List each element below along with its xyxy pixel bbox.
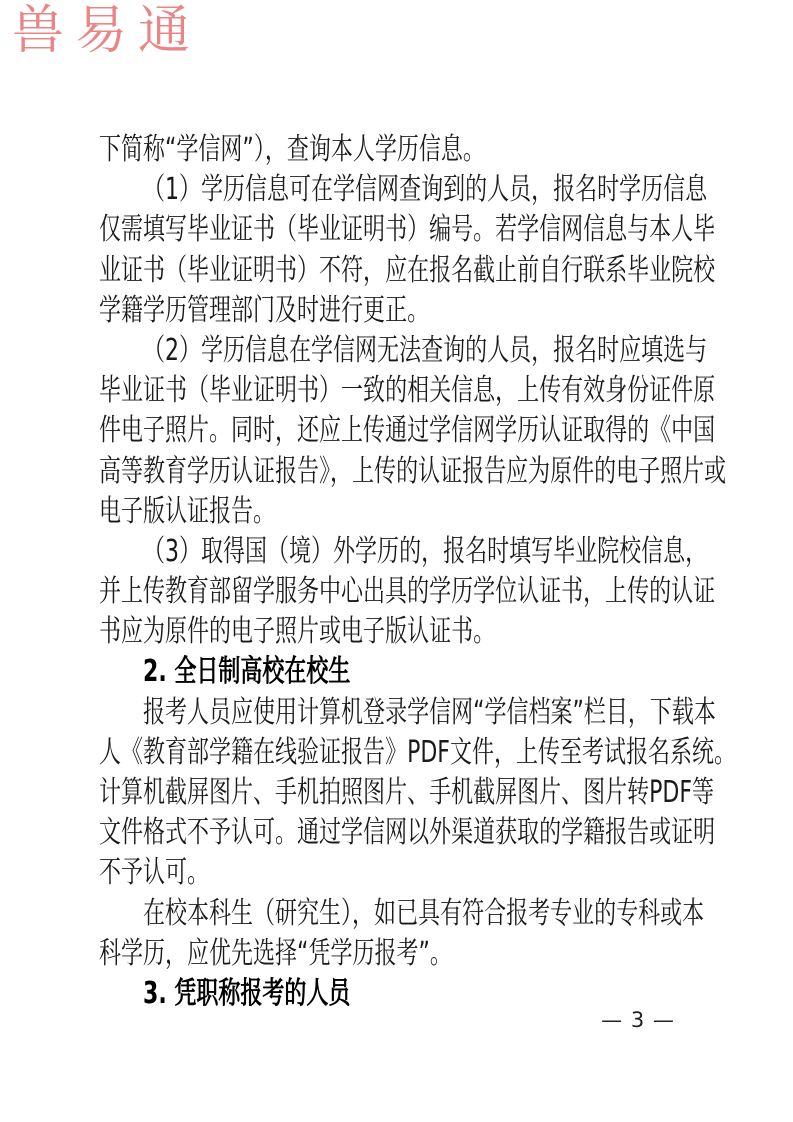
page-number: — 3 — [601,1008,675,1032]
text-line: 毕业证书（毕业证明书）一致的相关信息，上传有效身份证件原 [99,373,716,409]
text-line: （2）学历信息在学信网无法查询的人员，报名时应填选与 [143,332,708,368]
text-line: 件电子照片。同时，还应上传通过学信网学历认证取得的《中国 [99,413,716,449]
text-line: （1）学历信息可在学信网查询到的人员，报名时学历信息 [143,172,708,208]
text-line: 仅需填写毕业证书（毕业证明书）编号。若学信网信息与本人毕 [99,212,716,248]
text-line: 不予认可。 [99,855,210,891]
text-line: 报考人员应使用计算机登录学信网“学信档案”栏目，下载本 [143,694,716,730]
text-line: 下简称“学信网”），查询本人学历信息。 [99,132,485,167]
text-line: 在校本科生（研究生），如已具有符合报考专业的专科或本 [143,895,705,931]
text-line: 科学历，应优先选择“凭学历报考”。 [99,935,452,971]
text-line: 计算机截屏图片、手机拍照图片、手机截屏图片、图片转PDF等 [99,775,715,810]
watermark-text: 兽易通 [12,1,202,61]
text-line: 电子版认证报告。 [99,493,276,529]
text-line: （3）取得国（境）外学历的，报名时填写毕业院校信息， [143,533,708,569]
text-line: 学籍学历管理部门及时进行更正。 [99,292,430,328]
text-line: 业证书（毕业证明书）不符，应在报名截止前自行联系毕业院校 [99,252,716,288]
document-body [99,130,737,1014]
text-line: 人《教育部学籍在线验证报告》PDF文件，上传至考试报名系统。 [99,734,737,770]
heading-line: 2. 全日制高校在校生 [143,654,351,690]
heading-line: 3. 凭职称报考的人员 [143,975,351,1011]
text-line: 书应为原件的电子照片或电子版认证书。 [99,614,496,650]
text-line: 文件格式不予认可。通过学信网以外渠道获取的学籍报告或证明 [99,815,716,851]
text-line: 高等教育学历认证报告》，上传的认证报告应为原件的电子照片或 [99,453,727,489]
text-line: 并上传教育部留学服务中心出具的学历学位认证书，上传的认证 [99,574,716,610]
